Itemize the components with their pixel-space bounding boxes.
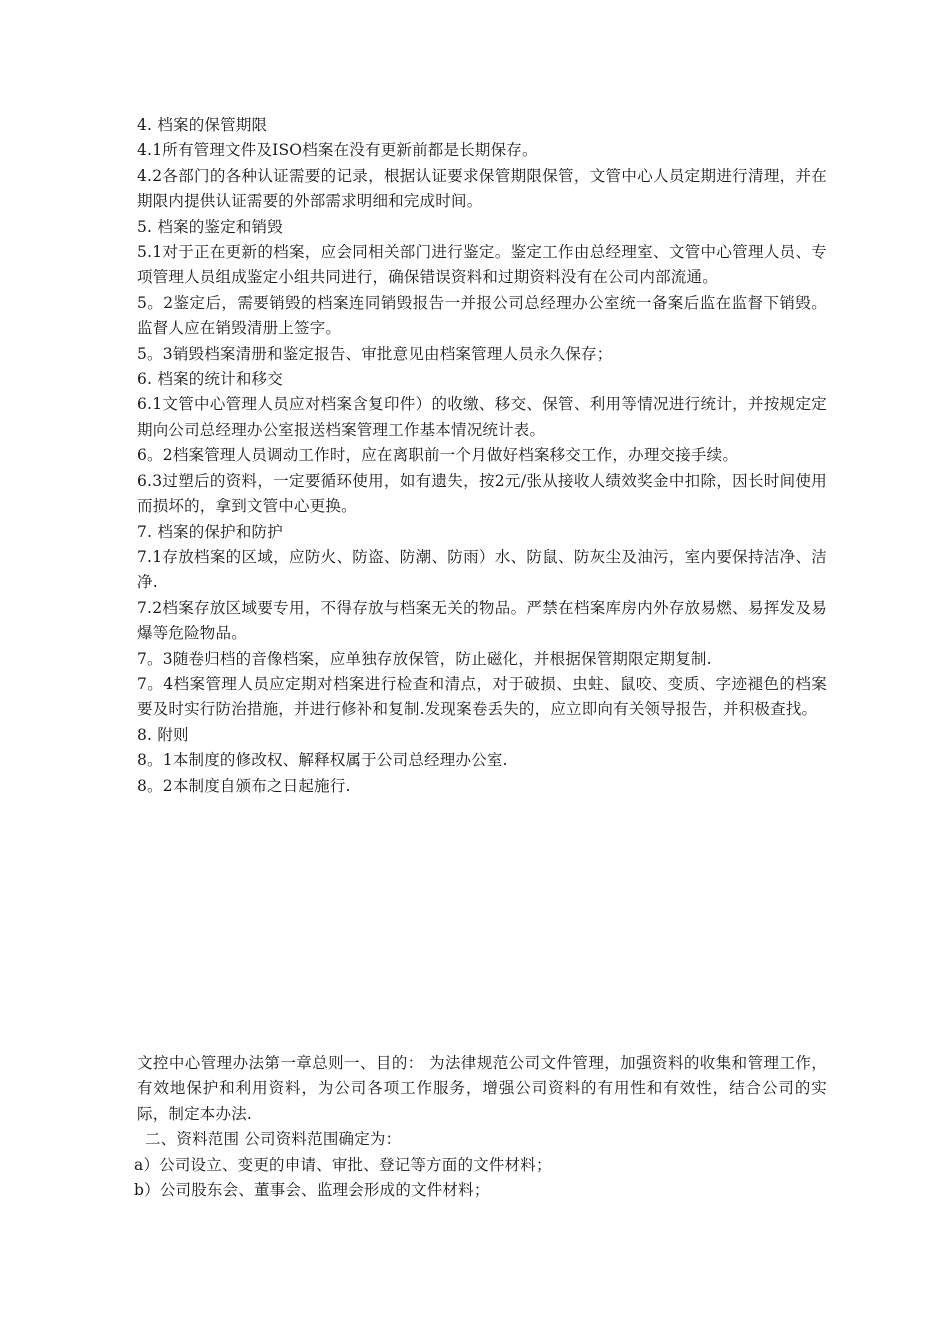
paragraph-6-3: 6.3过塑后的资料，一定要循环使用，如有遗失，按2元/张从接收人绩效奖金中扣除，因长时间使用而损坏的，拿到文管中心更换。 [137, 471, 827, 516]
heading-appraisal-destruction: 5. 档案的鉴定和销毁 [137, 217, 283, 236]
heading-supplementary: 8. 附则 [137, 725, 189, 744]
heading-material-scope: 二、资料范围 公司资料范围确定为： [145, 1130, 402, 1149]
heading-statistics-transfer: 6. 档案的统计和移交 [137, 370, 283, 389]
list-item-b: b）公司股东会、董事会、监理会形成的文件材料； [134, 1181, 490, 1200]
heading-retention-period: 4. 档案的保管期限 [137, 116, 268, 134]
paragraph-8-1: 8。1本制度的修改权、解释权属于公司总经理办公室. [137, 751, 508, 770]
heading-protection: 7. 档案的保护和防护 [137, 522, 283, 541]
paragraph-6-2: 6。2档案管理人员调动工作时，应在离职前一个月做好档案移交工作，办理交接手续。 [137, 446, 739, 465]
paragraph-6-1: 6.1文管中心管理人员应对档案含复印件）的收缴、移交、保管、利用等情况进行统计，并按规定定期向公司总经理办公室报送档案管理工作基本情况统计表。 [137, 395, 827, 439]
paragraph-general-principles: 文控中心管理办法第一章总则一、目的： 为法律规范公司文件管理，加强资料的收集和管理工作，有效地保护和利用资料，为公司各项工作服务，增强公司资料的有用性和有效性，结合公司的实际，制定本办法. [137, 1054, 827, 1123]
paragraph-5-1: 5.1对于正在更新的档案，应会同相关部门进行鉴定。鉴定工作由总经理室、文管中心管理人员、专项管理人员组成鉴定小组共同进行，确保错误资料和过期资料没有在公司内部流通。 [137, 243, 827, 287]
list-item-a: a）公司设立、变更的申请、审批、登记等方面的文件材料； [134, 1155, 552, 1174]
paragraph-4-2: 4.2各部门的各种认证需要的记录，根据认证要求保管期限保管，文管中心人员定期进行清理，并在期限内提供认证需要的外部需求明细和完成时间。 [137, 166, 827, 211]
paragraph-7-1: 7.1存放档案的区域，应防火、防盗、防潮、防雨）水、防鼠、防灰尘及油污，室内要保持洁净、洁净. [137, 547, 827, 592]
archive-rules-section [137, 113, 827, 799]
paragraph-7-2: 7.2档案存放区域要专用，不得存放与档案无关的物品。严禁在档案库房内外存放易燃、易挥发及易爆等危险物品。 [137, 598, 827, 643]
paragraph-5-3: 5。3销毁档案清册和鉴定报告、审批意见由档案管理人员永久保存； [137, 344, 613, 363]
paragraph-8-2: 8。2本制度自颁布之日起施行. [137, 776, 351, 795]
paragraph-4-1: 4.1所有管理文件及ISO档案在没有更新前都是长期保存。 [137, 141, 538, 160]
paragraph-7-4: 7。4档案管理人员应定期对档案进行检查和清点，对于破损、虫蛀、鼠咬、变质、字迹褪色的档案要及时实行防治措施，并进行修补和复制.发现案卷丢失的，应立即向有关领导报告，并积极查找。 [137, 674, 827, 719]
document-control-section [134, 1051, 827, 1203]
paragraph-7-3: 7。3随卷归档的音像档案，应单独存放保管，防止磁化，并根据保管期限定期复制. [137, 649, 712, 668]
paragraph-5-2: 5。2鉴定后，需要销毁的档案连同销毁报告一并报公司总经理办公室统一备案后监在监督下销毁。监督人应在销毁清册上签字。 [137, 293, 827, 338]
